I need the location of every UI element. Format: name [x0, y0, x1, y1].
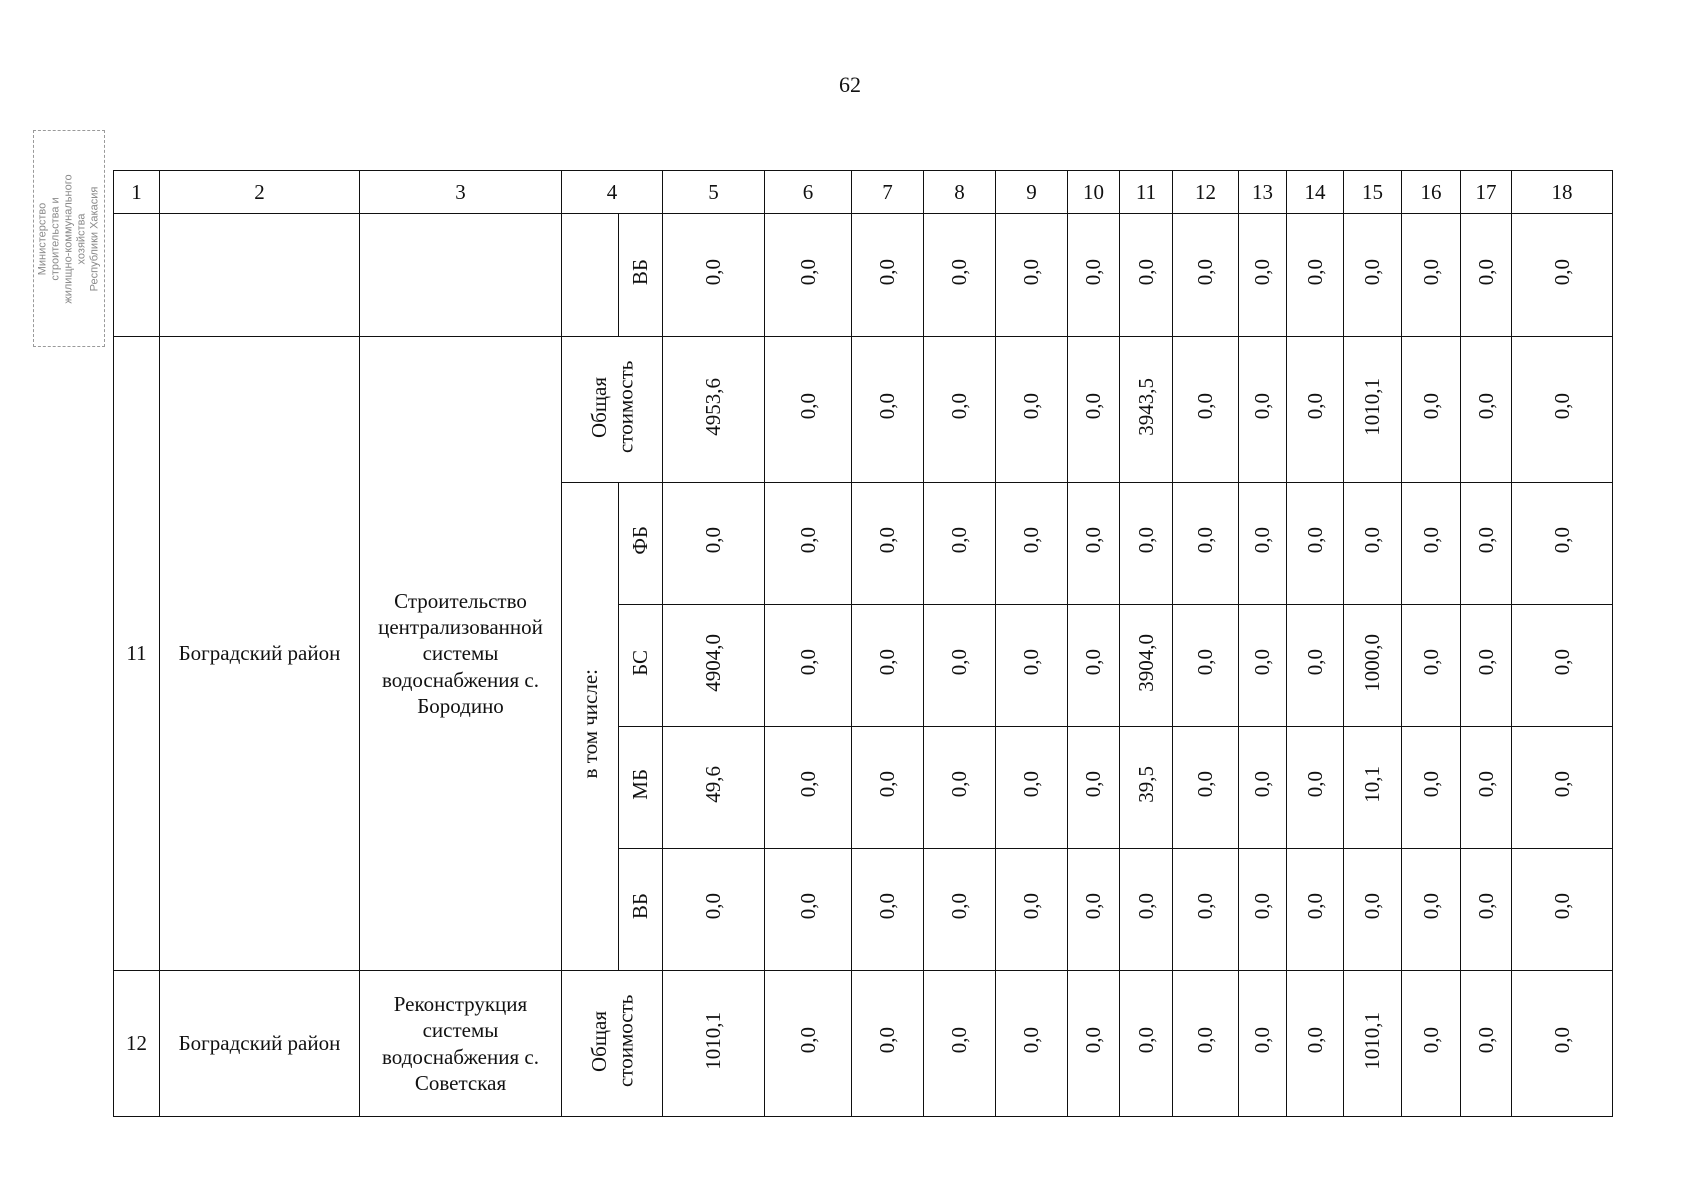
value-cell: 0,0	[1461, 605, 1512, 727]
value-cell: 0,0	[996, 337, 1068, 483]
value-cell: 3943,5	[1120, 337, 1173, 483]
value-cell: 0,0	[1173, 971, 1239, 1117]
source-label-cell: ФБ	[619, 483, 663, 605]
value-cell: 0,0	[1287, 214, 1344, 337]
value-cell: 0,0	[924, 727, 996, 849]
table-row	[114, 214, 1613, 337]
value-cell: 0,0	[1068, 849, 1120, 971]
value-cell: 0,0	[852, 337, 924, 483]
value-cell: 0,0	[1068, 727, 1120, 849]
header-cell: 4	[562, 171, 663, 214]
value-cell: 0,0	[1173, 605, 1239, 727]
value-cell: 0,0	[996, 605, 1068, 727]
value-cell: 0,0	[924, 214, 996, 337]
value-cell: 39,5	[1120, 727, 1173, 849]
header-cell: 8	[924, 171, 996, 214]
value-cell: 0,0	[765, 849, 852, 971]
value-cell: 0,0	[852, 605, 924, 727]
table-row	[114, 971, 1613, 1117]
value-cell: 0,0	[765, 971, 852, 1117]
value-cell: 0,0	[1512, 605, 1613, 727]
stamp-line: хозяйства	[75, 213, 88, 264]
value-cell: 0,0	[1068, 483, 1120, 605]
header-cell: 16	[1402, 171, 1461, 214]
value-cell: 0,0	[1287, 971, 1344, 1117]
value-cell: 0,0	[1239, 337, 1287, 483]
value-cell: 0,0	[1068, 605, 1120, 727]
header-cell: 18	[1512, 171, 1613, 214]
value-cell: 0,0	[924, 483, 996, 605]
header-cell: 1	[114, 171, 160, 214]
value-cell: 0,0	[996, 971, 1068, 1117]
value-cell: 0,0	[1120, 971, 1173, 1117]
value-cell: 0,0	[1461, 214, 1512, 337]
project-cell	[360, 214, 562, 337]
value-cell: 0,0	[1068, 971, 1120, 1117]
value-cell: 0,0	[1173, 214, 1239, 337]
stamp-line: строительства и	[49, 196, 62, 281]
value-cell: 0,0	[1068, 337, 1120, 483]
value-cell: 0,0	[1344, 214, 1402, 337]
value-cell: 0,0	[1344, 483, 1402, 605]
value-cell: 0,0	[1512, 849, 1613, 971]
value-cell: 0,0	[1402, 214, 1461, 337]
value-cell: 0,0	[1287, 605, 1344, 727]
value-cell: 0,0	[1402, 337, 1461, 483]
total-label-cell: Общая стоимость	[562, 337, 663, 483]
including-label-cell: в том числе:	[562, 483, 619, 971]
value-cell: 0,0	[1173, 849, 1239, 971]
stamp-line: Республики Хакасия	[88, 186, 101, 291]
value-cell: 0,0	[1512, 483, 1613, 605]
value-cell: 0,0	[852, 727, 924, 849]
value-cell: 10,1	[1344, 727, 1402, 849]
value-cell: 0,0	[852, 849, 924, 971]
header-cell: 2	[160, 171, 360, 214]
value-cell: 0,0	[1512, 337, 1613, 483]
source-label-cell: ВБ	[619, 849, 663, 971]
value-cell: 0,0	[1461, 483, 1512, 605]
total-label-cell: Общая стоимость	[562, 971, 663, 1117]
value-cell: 0,0	[1512, 214, 1613, 337]
value-cell: 0,0	[924, 971, 996, 1117]
value-cell: 0,0	[1287, 337, 1344, 483]
stamp-text	[37, 136, 102, 341]
value-cell: 0,0	[1402, 605, 1461, 727]
page-number: 62	[839, 72, 861, 97]
row-number-cell: 12	[114, 971, 160, 1117]
value-cell: 0,0	[924, 337, 996, 483]
value-cell: 0,0	[663, 214, 765, 337]
value-cell: 0,0	[1512, 727, 1613, 849]
registration-stamp	[33, 130, 105, 347]
header-cell: 13	[1239, 171, 1287, 214]
value-cell: 0,0	[1344, 849, 1402, 971]
value-cell: 3904,0	[1120, 605, 1173, 727]
header-cell: 10	[1068, 171, 1120, 214]
value-cell: 0,0	[1287, 849, 1344, 971]
source-label-cell: БС	[619, 605, 663, 727]
value-cell: 0,0	[1461, 971, 1512, 1117]
value-cell: 0,0	[1120, 849, 1173, 971]
value-cell: 0,0	[1512, 971, 1613, 1117]
value-cell: 0,0	[924, 849, 996, 971]
value-cell: 0,0	[663, 483, 765, 605]
value-cell: 0,0	[1461, 337, 1512, 483]
header-cell: 17	[1461, 171, 1512, 214]
value-cell: 0,0	[765, 483, 852, 605]
row-number-cell: 11	[114, 337, 160, 971]
source-group-cell	[562, 214, 619, 337]
value-cell: 4904,0	[663, 605, 765, 727]
header-cell: 6	[765, 171, 852, 214]
value-cell: 1010,1	[1344, 337, 1402, 483]
header-cell: 11	[1120, 171, 1173, 214]
table-row	[114, 337, 1613, 483]
value-cell: 0,0	[1402, 849, 1461, 971]
header-cell: 15	[1344, 171, 1402, 214]
value-cell: 0,0	[852, 214, 924, 337]
source-label-cell: ВБ	[619, 214, 663, 337]
value-cell: 0,0	[1173, 727, 1239, 849]
district-cell: Боградский район	[160, 337, 360, 971]
header-cell: 7	[852, 171, 924, 214]
financing-table	[113, 170, 1613, 1117]
value-cell: 1010,1	[1344, 971, 1402, 1117]
header-cell: 14	[1287, 171, 1344, 214]
value-cell: 0,0	[1173, 483, 1239, 605]
value-cell: 0,0	[1239, 849, 1287, 971]
value-cell: 0,0	[1173, 337, 1239, 483]
value-cell: 0,0	[1239, 727, 1287, 849]
header-cell: 9	[996, 171, 1068, 214]
header-cell: 3	[360, 171, 562, 214]
header-cell: 12	[1173, 171, 1239, 214]
stamp-line: жилищно-коммунального	[62, 173, 75, 304]
value-cell: 1000,0	[1344, 605, 1402, 727]
value-cell: 0,0	[1402, 483, 1461, 605]
value-cell: 0,0	[1239, 605, 1287, 727]
value-cell: 4953,6	[663, 337, 765, 483]
stamp-line: Министерство	[36, 202, 49, 275]
value-cell: 0,0	[996, 849, 1068, 971]
value-cell: 0,0	[663, 849, 765, 971]
value-cell: 0,0	[1239, 214, 1287, 337]
table-header-row	[114, 171, 1613, 214]
value-cell: 0,0	[924, 605, 996, 727]
value-cell: 0,0	[852, 971, 924, 1117]
value-cell: 0,0	[1402, 727, 1461, 849]
value-cell: 0,0	[1287, 727, 1344, 849]
value-cell: 0,0	[765, 337, 852, 483]
value-cell: 0,0	[1239, 971, 1287, 1117]
header-cell: 5	[663, 171, 765, 214]
value-cell: 0,0	[1402, 971, 1461, 1117]
value-cell: 0,0	[996, 214, 1068, 337]
value-cell: 0,0	[1239, 483, 1287, 605]
district-cell: Боградский район	[160, 971, 360, 1117]
project-cell	[360, 337, 562, 971]
value-cell: 0,0	[1120, 483, 1173, 605]
value-cell: 0,0	[996, 727, 1068, 849]
row-number-cell	[114, 214, 160, 337]
value-cell: 49,6	[663, 727, 765, 849]
value-cell: 0,0	[996, 483, 1068, 605]
source-label-cell: МБ	[619, 727, 663, 849]
value-cell: 0,0	[765, 605, 852, 727]
district-cell	[160, 214, 360, 337]
value-cell: 0,0	[1461, 849, 1512, 971]
value-cell: 0,0	[1120, 214, 1173, 337]
value-cell: 0,0	[765, 727, 852, 849]
value-cell: 0,0	[852, 483, 924, 605]
project-name: Реконструкция системы водоснабжения с. Советская	[382, 992, 539, 1095]
value-cell: 0,0	[1287, 483, 1344, 605]
project-cell	[360, 971, 562, 1117]
project-name: Строительство централизованной системы водоснабжения с. Бородино	[378, 588, 543, 718]
value-cell: 1010,1	[663, 971, 765, 1117]
value-cell: 0,0	[1068, 214, 1120, 337]
value-cell: 0,0	[1461, 727, 1512, 849]
value-cell: 0,0	[765, 214, 852, 337]
